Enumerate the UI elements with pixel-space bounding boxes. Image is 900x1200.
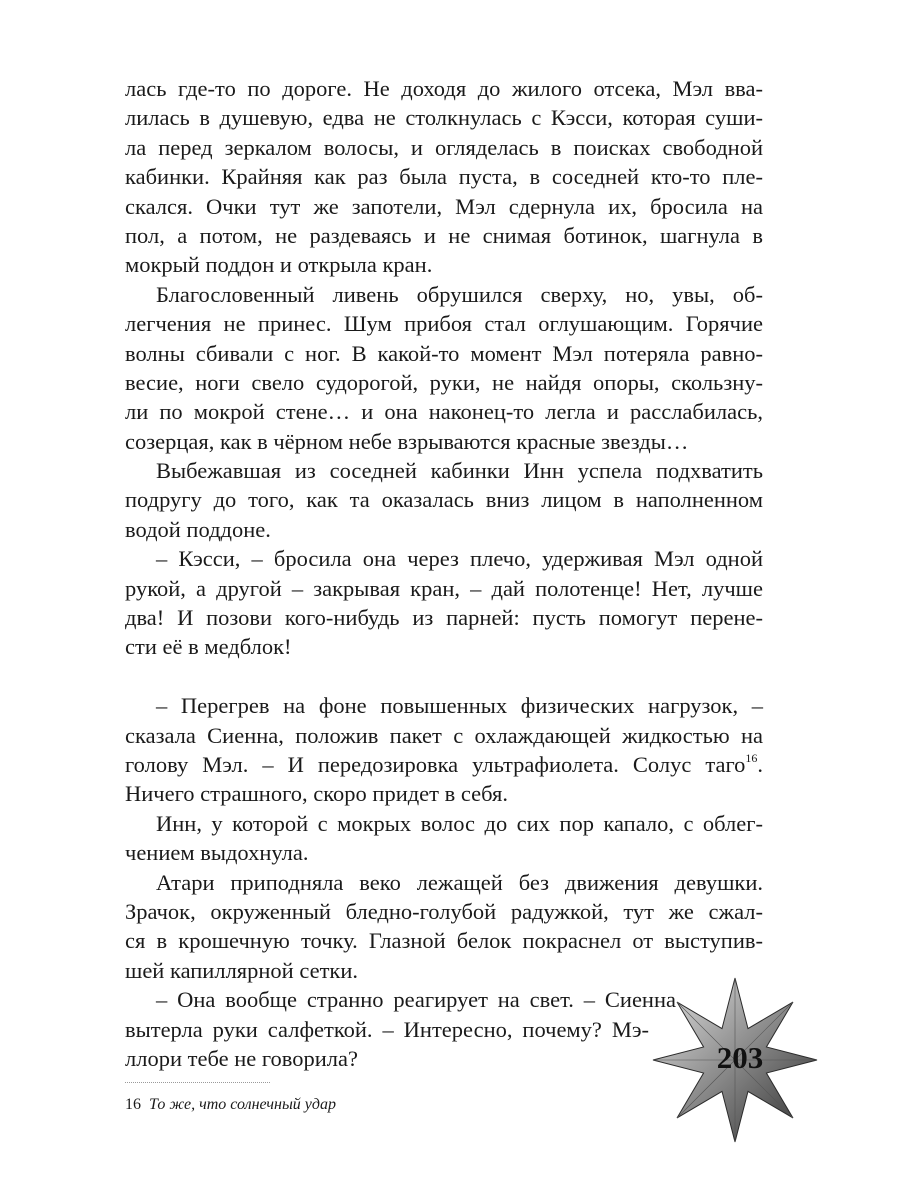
text-line: ллори тебе не говорила? [125,1045,358,1071]
text-line: шей капиллярной сетки. [125,957,359,983]
text-line: Атари приподняла веко лежащей без движения девушки. [156,869,763,895]
footnote-reference[interactable]: 16 [745,750,758,765]
text-line: ли по мокрой стене… и она наконец-то легла и расслабилась, [125,399,763,425]
text-line: пол, а потом, не раздеваясь и не снимая ботинок, шагнула в [125,222,763,248]
footnote [125,1094,336,1116]
text-line: лилась в душевую, едва не столкнулась с Кэсси, которая суши- [125,105,763,131]
text-line: Благословенный ливень обрушился сверху, но, увы, об- [156,281,763,307]
text-line [125,750,763,779]
text-line: сказала Сиенна, положив пакет с охлаждающей жидкостью на [125,722,763,748]
text-line: сти её в медблок! [125,634,292,660]
footnote-number: 16 [125,1096,141,1113]
text-line: весие, ноги свело судорогой, руки, не найдя опоры, скользну- [125,369,763,395]
text-line: легчения не принес. Шум прибоя стал оглушающим. Горячие [125,311,763,337]
text-line: Зрачок, окруженный бледно-голубой радужкой, тут же сжал- [125,898,763,924]
footnote-divider [125,1082,270,1083]
text-line: чением выдохнула. [125,840,309,866]
text-line: Выбежавшая из соседней кабинки Инн успела подхватить [156,458,763,484]
text-line: ла перед зеркалом волосы, и огляделась в поисках свободной [125,134,763,160]
text-fragment: . [757,751,763,777]
text-line: Ничего страшного, скоро придет в себя. [125,781,508,807]
text-line: волны сбивали с ног. В какой-то момент Мэл потеряла равно- [125,340,763,366]
page-number: 203 [716,1040,764,1075]
text-line: Инн, у которой с мокрых волос до сих пор капало, с облег- [156,810,763,836]
text-line: скался. Очки тут же запотели, Мэл сдернула их, бросила на [125,193,763,219]
text-fragment: голову Мэл. – И передозировка ультрафиолета. Солус таго [125,751,746,777]
text-line: созерцая, как в чёрном небе взрываются красные звезды… [125,428,689,454]
text-line: лась где-то по дороге. Не доходя до жилого отсека, Мэл вва- [125,76,763,101]
text-line: два! И позови кого-нибудь из парней: пусть помогут перене- [125,605,763,631]
text-line: ся в крошечную точку. Глазной белок покраснел от выступив- [125,928,763,954]
footnote-text: То же, что солнечный удар [149,1096,336,1113]
text-line: рукой, а другой – закрывая кран, – дай полотенце! Нет, лучше [125,575,763,601]
text-line: вытерла руки салфеткой. – Интересно, почему? Мэ- [125,1016,649,1042]
text-line: подругу до того, как та оказалась вниз лицом в наполненном [125,487,763,513]
text-line: – Перегрев на фоне повышенных физических нагрузок, – [156,693,763,719]
text-line: – Кэсси, – бросила она через плечо, удерживая Мэл одной [156,546,763,572]
text-line: водой поддоне. [125,516,271,542]
text-line: – Она вообще странно реагирует на свет. – Сиенна [156,987,676,1013]
page-text [125,74,763,1073]
text-line: мокрый поддон и открыла кран. [125,252,433,278]
scene-break [125,662,763,691]
text-line: кабинки. Крайняя как раз была пуста, в соседней кто-то пле- [125,164,763,190]
